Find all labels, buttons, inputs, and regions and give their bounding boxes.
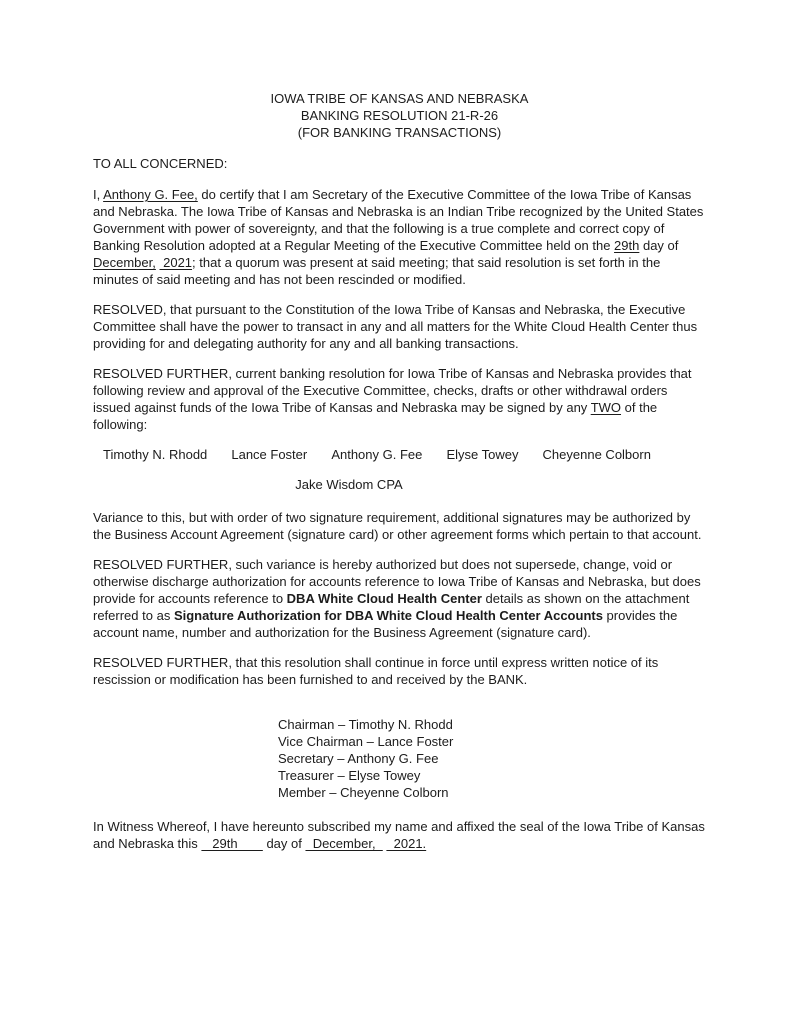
officer-line-treasurer: Treasurer – Elyse Towey bbox=[278, 768, 421, 783]
officer-line-chairman: Chairman – Timothy N. Rhodd bbox=[278, 717, 453, 732]
salutation: TO ALL CONCERNED: bbox=[93, 156, 228, 171]
meeting-year-underlined: 2021 bbox=[159, 255, 193, 270]
title-line-purpose: (FOR BANKING TRANSACTIONS) bbox=[297, 125, 502, 140]
authorized-signer: Lance Foster bbox=[231, 447, 308, 462]
witness-paragraph bbox=[93, 818, 706, 852]
certification-body: do certify that I am Secretary of the Executive Committee of the Iowa Tribe of Kansas and Nebraska. The Iowa Tribe of Kansas and Nebraska is an Indian Tribe recognized by the United States Government with power of sovereignty, and that the following is a true complete and correct copy of Banking Resolution adopted at a Regular Meeting of the Executive Committee held on the bbox=[93, 187, 704, 253]
title-line-resolution-number: BANKING RESOLUTION 21-R-26 bbox=[300, 108, 499, 123]
witness-mid: day of bbox=[262, 836, 306, 851]
meeting-month-underlined: December, bbox=[93, 255, 156, 270]
authorized-signer-additional: Jake Wisdom CPA bbox=[295, 477, 403, 492]
certification-lead: I, bbox=[93, 187, 104, 202]
authorized-signer: Elyse Towey bbox=[446, 447, 519, 462]
officer-line-secretary: Secretary – Anthony G. Fee bbox=[278, 751, 439, 766]
two-underlined: TWO bbox=[590, 400, 622, 415]
witness-lead: In Witness Whereof, I have hereunto subscribed my name and affixed the seal of the Iowa Tribe of Kansas and Nebraska this bbox=[93, 819, 705, 851]
variance-paragraph: Variance to this, but with order of two signature requirement, additional signatures may be authorized by the Business Account Agreement (signature card) or other agreement forms which pertain to that account. bbox=[93, 510, 702, 542]
secretary-name-underlined: Anthony G. Fee, bbox=[103, 187, 198, 202]
resolved-2-lead: RESOLVED FURTHER, current banking resolution for Iowa Tribe of Kansas and Nebraska provides that following review and approval of the Executive Committee, checks, drafts or other withdrawal orders issued against funds of the Iowa Tribe of Kansas and Nebraska may be signed by any bbox=[93, 366, 692, 415]
resolved-paragraph-4: RESOLVED FURTHER, that this resolution shall continue in force until express written notice of its rescission or modification has been furnished to and received by the BANK. bbox=[93, 655, 659, 687]
resolved-3-tail: provides the account name, number and authorization for the Business Agreement (signature card). bbox=[93, 608, 678, 640]
resolved-3-mid: details as shown on the attachment referred to as bbox=[93, 591, 690, 623]
certification-paragraph bbox=[93, 186, 706, 288]
witness-month-underlined: December, bbox=[305, 836, 383, 851]
witness-year-underlined: 2021. bbox=[386, 836, 427, 851]
resolved-2-tail: of the following: bbox=[93, 400, 658, 432]
meeting-day-underlined: 29th bbox=[614, 238, 640, 253]
officer-line-member: Member – Cheyenne Colborn bbox=[278, 785, 449, 800]
witness-day-underlined: 29th bbox=[201, 836, 263, 851]
authorized-signer: Anthony G. Fee bbox=[331, 447, 423, 462]
officer-line-vice-chairman: Vice Chairman – Lance Foster bbox=[278, 734, 454, 749]
officer-list bbox=[278, 716, 706, 801]
document-title bbox=[93, 90, 706, 141]
dba-name-bold: DBA White Cloud Health Center bbox=[286, 591, 482, 606]
authorized-signer: Cheyenne Colborn bbox=[542, 447, 651, 462]
authorized-signer: Timothy N. Rhodd bbox=[103, 447, 208, 462]
resolved-paragraph-1: RESOLVED, that pursuant to the Constitution of the Iowa Tribe of Kansas and Nebraska, the Executive Committee shall have the power to transact in any and all matters for the White Cloud Health Center thus providing for and delegating authority for any and all banking transactions. bbox=[93, 302, 698, 351]
authorized-signers-row bbox=[103, 446, 651, 463]
attachment-title-bold: Signature Authorization for DBA White Cloud Health Center Accounts bbox=[173, 608, 603, 623]
resolved-3-lead: RESOLVED FURTHER, such variance is hereby authorized but does not supersede, change, void or otherwise discharge authorization for accounts reference to Iowa Tribe of Kansas and Nebraska, but does provide for accounts reference to bbox=[93, 557, 701, 606]
certification-tail: ; that a quorum was present at said meeting; that said resolution is set forth in the minutes of said meeting and has not been rescinded or modified. bbox=[93, 255, 661, 287]
resolved-paragraph-3 bbox=[93, 556, 706, 641]
certification-mid: day of bbox=[639, 238, 679, 253]
title-line-org: IOWA TRIBE OF KANSAS AND NEBRASKA bbox=[270, 91, 529, 106]
resolved-paragraph-2 bbox=[93, 365, 706, 433]
